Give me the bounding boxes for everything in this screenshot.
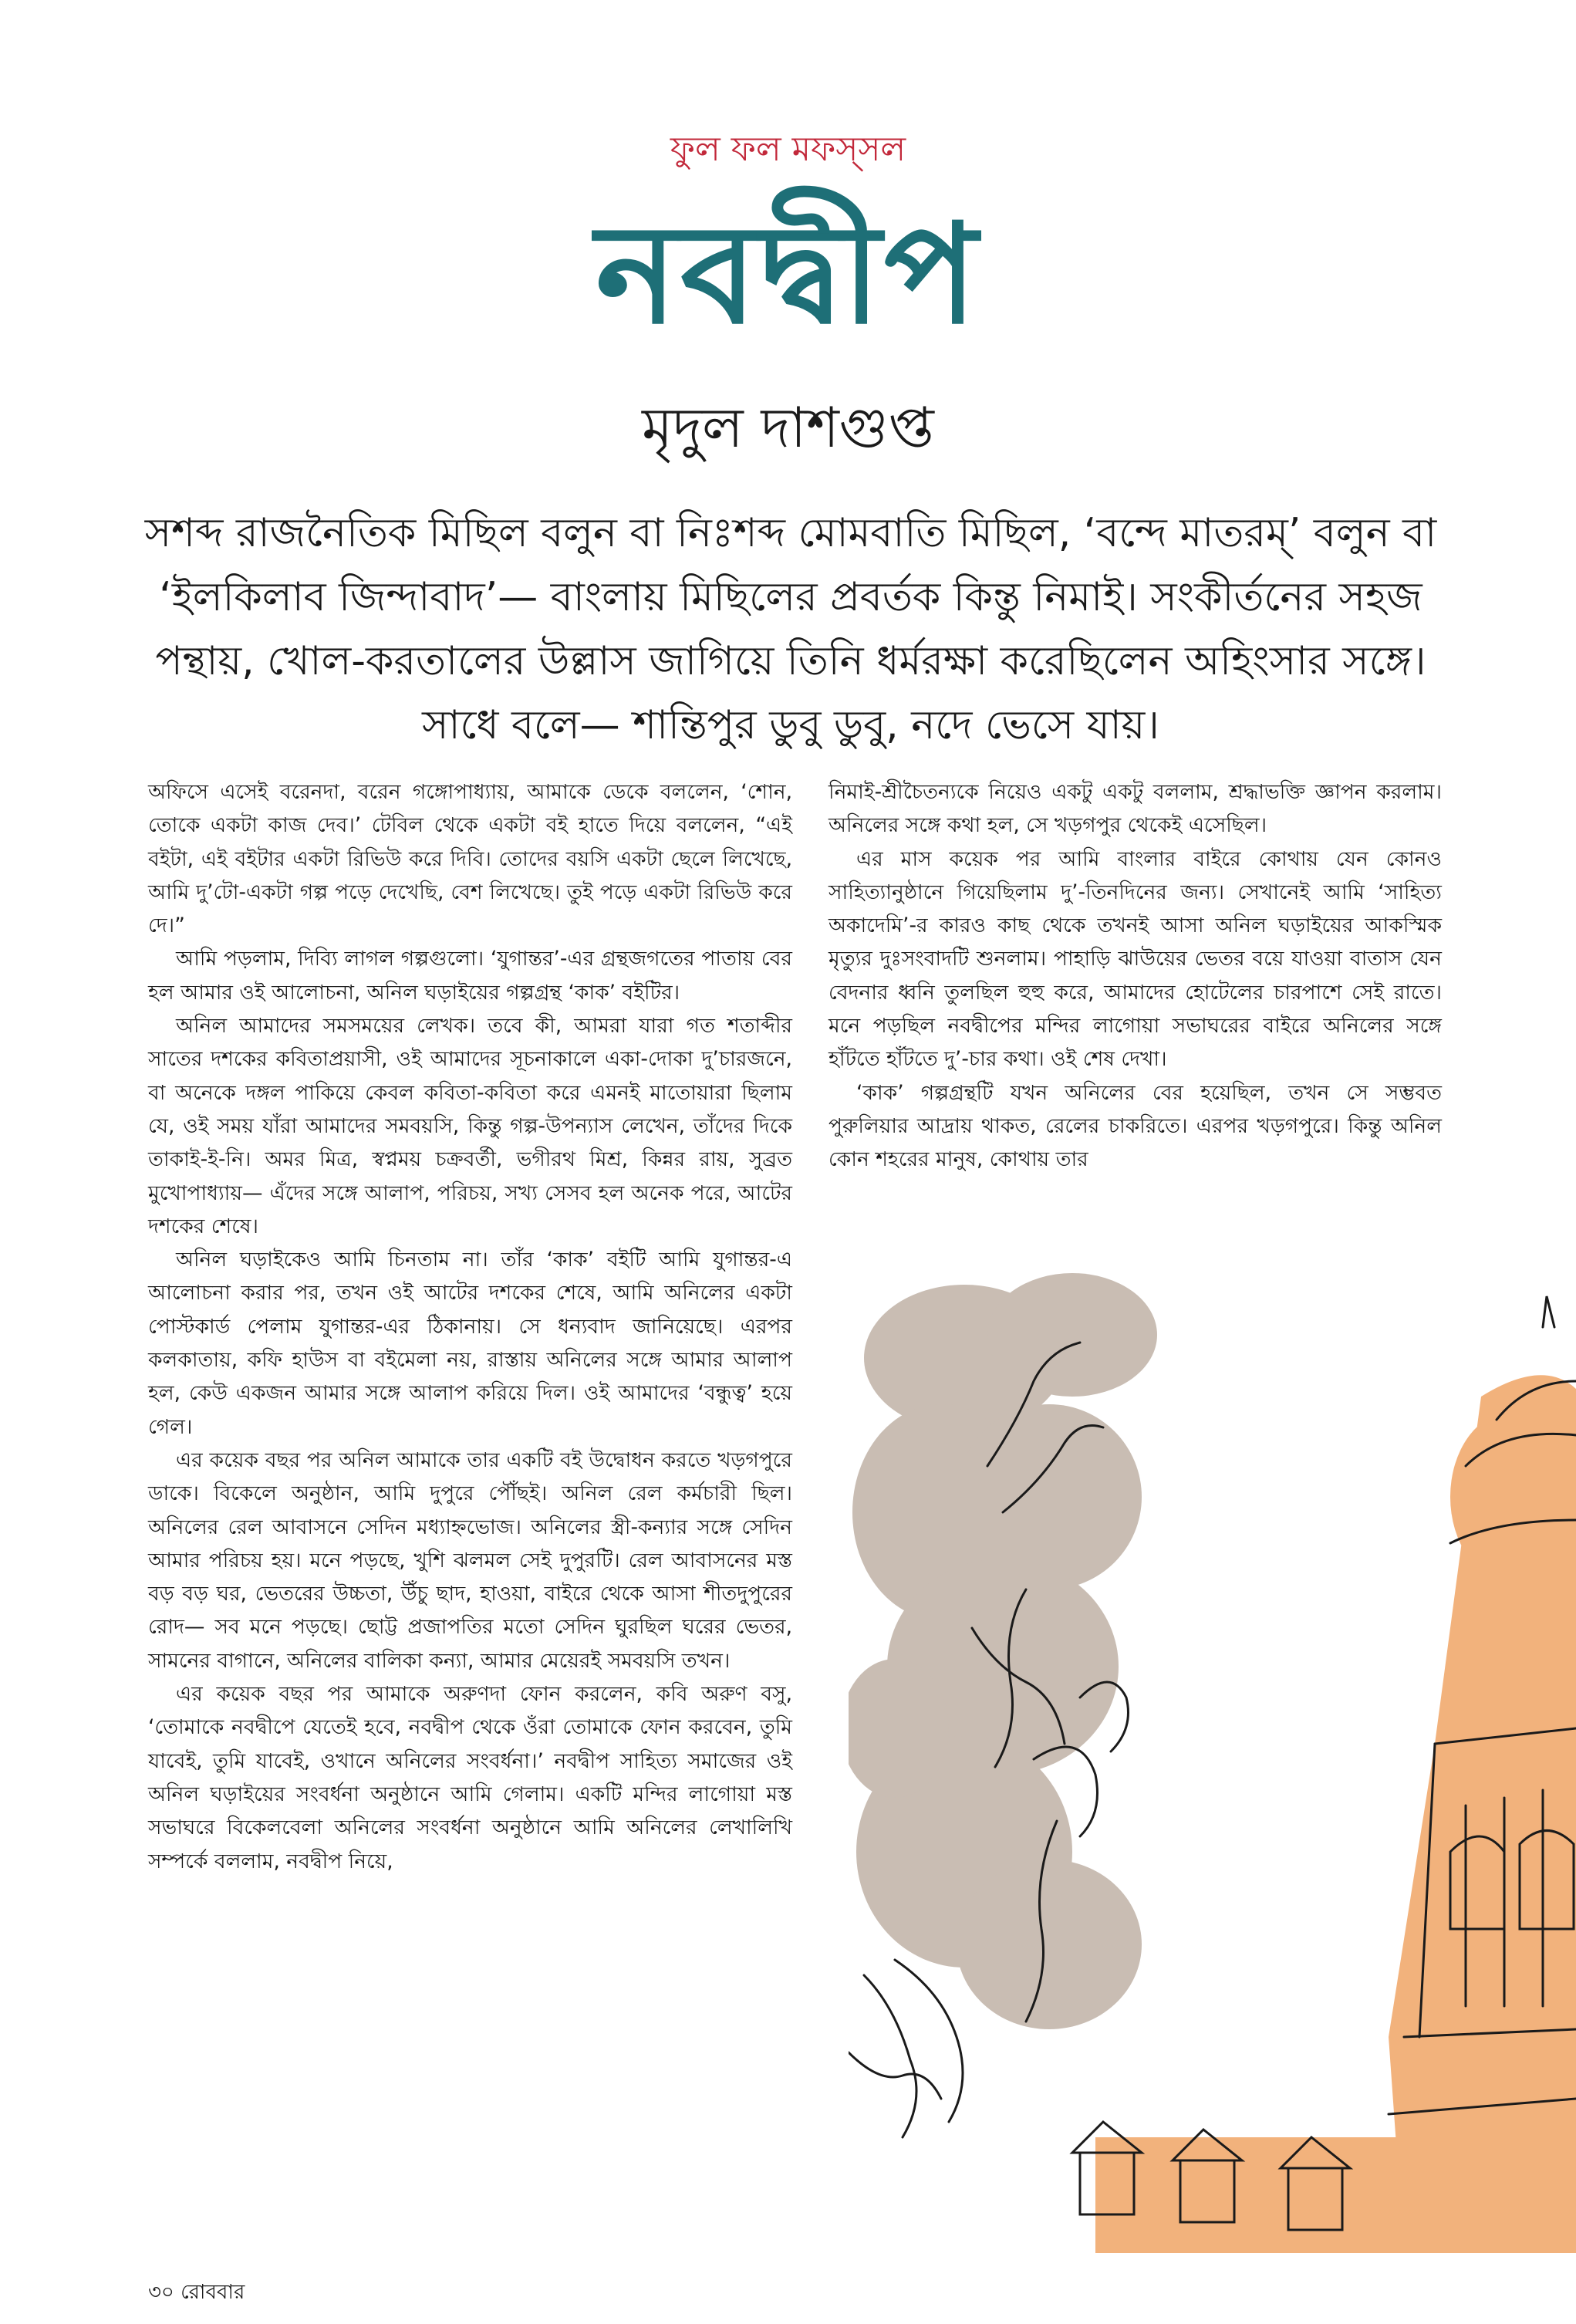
paragraph: অফিসে এসেই বরেনদা, বরেন গঙ্গোপাধ্যায়, আমাকে ডেকে বললেন, ‘শোন, তোকে একটা কাজ দেব।’ টেবিল থেকে একটা বই হাতে দিয়ে বললেন, “এই বইটা, এই বইটার একটা রিভিউ করে দিবি। তোদের বয়সি একটা ছেলে লিখেছে, আমি দু’টো-একটা গল্প পড়ে দেখেছি, বেশ লিখেছে। তুই পড়ে একটা রিভিউ করে দে।” [148, 780, 792, 938]
left-column [148, 775, 792, 1878]
paragraph: নিমাই-শ্রীচৈতন্যকে নিয়েও একটু একটু বললাম, শ্রদ্ধাভক্তি জ্ঞাপন করলাম। অনিলের সঙ্গে কথা হল, সে খড়গপুর থেকেই এসেছিল। [828, 780, 1442, 838]
paragraph: আমি পড়লাম, দিব্যি লাগল গল্পগুলো। ‘যুগান্তর’-এর গ্রন্থজগতের পাতায় বের হল আমার ওই আলোচনা, অনিল ঘড়াইয়ের গল্পগ্রন্থ ‘কাক’ বইটির। [148, 947, 792, 1005]
temple-sketch [849, 1265, 1576, 2284]
paragraph: অনিল আমাদের সমসময়ের লেখক। তবে কী, আমরা যারা গত শতাব্দীর সাতের দশকের কবিতাপ্রয়াসী, ওই আমাদের সূচনাকালে একা-দোকা দু’চারজনে, বা অনেকে দঙ্গল পাকিয়ে কেবল কবিতা-কবিতা করে এমনই মাতোয়ারা ছিলাম যে, ওই সময় যাঁরা আমাদের সমবয়সি, কিন্তু গল্প-উপন্যাস লেখেন, তাঁদের দিকে তাকাই-ই-নি। অমর মিত্র, স্বপ্নময় চক্রবর্তী, ভগীরথ মিশ্র, কিন্নর রায়, সুব্রত মুখোপাধ্যায়— এঁদের সঙ্গে আলাপ, পরিচয়, সখ্য সেসব হল অনেক পরে, আটের দশকের শেষে। [148, 1014, 792, 1238]
page-folio: ৩০ রোববার [148, 2281, 245, 2304]
paragraph: ‘কাক’ গল্পগ্রন্থটি যখন অনিলের বের হয়েছিল, তখন সে সম্ভবত পুরুলিয়ার আদ্রায় থাকত, রেলের চাকরিতে। এরপর খড়গপুরে। কিন্তু অনিল কোন শহরের মানুষ, কোথায় তার [828, 1080, 1442, 1172]
right-column [828, 775, 1442, 1177]
section-kicker: ফুল ফল মফস্‌সল [670, 130, 906, 169]
paragraph: এর কয়েক বছর পর অনিল আমাকে তার একটি বই উদ্বোধন করতে খড়গপুরে ডাকে। বিকেলে অনুষ্ঠান, আমি দুপুরে পৌঁছই। অনিল রেল কর্মচারী ছিল। অনিলের রেল আবাসনে সেদিন মধ্যাহ্নভোজ। অনিলের স্ত্রী-কন্যার সঙ্গে সেদিন আমার পরিচয় হয়। মনে পড়ছে, খুশি ঝলমল সেই দুপুরটি। রেল আবাসনের মস্ত বড় বড় ঘর, ভেতরের উচ্চতা, উঁচু ছাদ, হাওয়া, বাইরে থেকে আসা শীতদুপুরের রোদ— সব মনে পড়ছে। ছোট্ট প্রজাপতির মতো সেদিন ঘুরছিল ঘরের ভেতর, সামনের বাগানে, অনিলের বালিকা কন্যা, আমার মেয়েরই সমবয়সি তখন। [148, 1447, 792, 1673]
standfirst: সশব্দ রাজনৈতিক মিছিল বলুন বা নিঃশব্দ মোমবাতি মিছিল, ‘বন্দে মাতরম্‌’ বলুন বা ‘ইলকিলাব জিন্দাবাদ’— বাংলায় মিছিলের প্রবর্তক কিন্তু নিমাই। সংকীর্তনের সহজ পন্থায়, খোল-করতালের উল্লাস জাগিয়ে তিনি ধর্মরক্ষা করেছিলেন অহিংসার সঙ্গে। সাধে বলে— শান্তিপুর ডুবু ডুবু, নদে ভেসে যায়। [144, 510, 1437, 748]
paragraph: অনিল ঘড়াইকেও আমি চিনতাম না। তাঁর ‘কাক’ বইটি আমি যুগান্তর-এ আলোচনা করার পর, তখন ওই আটের দশকের শেষে, আমি অনিলের একটা পোস্টকার্ড পেলাম যুগান্তর-এর ঠিকানায়। সে ধন্যবাদ জানিয়েছে। এরপর কলকাতায়, কফি হাউস বা বইমেলা নয়, রাস্তায় অনিলের সঙ্গে আমার আলাপ হল, কেউ একজন আমার সঙ্গে আলাপ করিয়ে দিল। ওই আমাদের ‘বন্ধুত্ব’ হয়ে গেল। [148, 1248, 792, 1439]
article-title: নবদ্বীপ [596, 193, 980, 354]
paragraph: এর মাস কয়েক পর আমি বাংলার বাইরে কোথায় যেন কোনও সাহিত্যানুষ্ঠানে গিয়েছিলাম দু’-তিনদিনের জন্য। সেখানেই আমি ‘সাহিত্য অকাদেমি’-র কারও কাছ থেকে তখনই আসা অনিল ঘড়াইয়ের আকস্মিক মৃত্যুর দুঃসংবাদটি শুনলাম। পাহাড়ি ঝাউয়ের ভেতর বয়ে যাওয়া বাতাস যেন বেদনার ধ্বনি তুলছিল হুহু করে, আমাদের হোটেলের চারপাশে সেই রাতে। মনে পড়ছিল নবদ্বীপের মন্দির লাগোয়া সভাঘরের বাইরে অনিলের সঙ্গে হাঁটতে হাঁটতে দু’-চার কথা। ওই শেষ দেখা। [828, 846, 1442, 1072]
author-byline: মৃদুল দাশগুপ্ত [642, 395, 934, 460]
paragraph: এর কয়েক বছর পর আমাকে অরুণদা ফোন করলেন, কবি অরুণ বসু, ‘তোমাকে নবদ্বীপে যেতেই হবে, নবদ্বীপ থেকে ওঁরা তোমাকে ফোন করবেন, তুমি যাবেই, তুমি যাবেই, ওখানে অনিলের সংবর্ধনা।’ নবদ্বীপ সাহিত্য সমাজের ওই অনিল ঘড়াইয়ের সংবর্ধনা অনুষ্ঠানে আমি গেলাম। একটি মন্দির লাগোয়া মস্ত সভাঘরে বিকেলবেলা অনিলের সংবর্ধনা অনুষ্ঠানে আমি অনিলের লেখালিখি সম্পর্কে বললাম, নবদ্বীপ নিয়ে, [148, 1682, 792, 1873]
tree-wash [849, 1273, 1157, 2029]
temple-illustration [849, 1265, 1576, 2284]
